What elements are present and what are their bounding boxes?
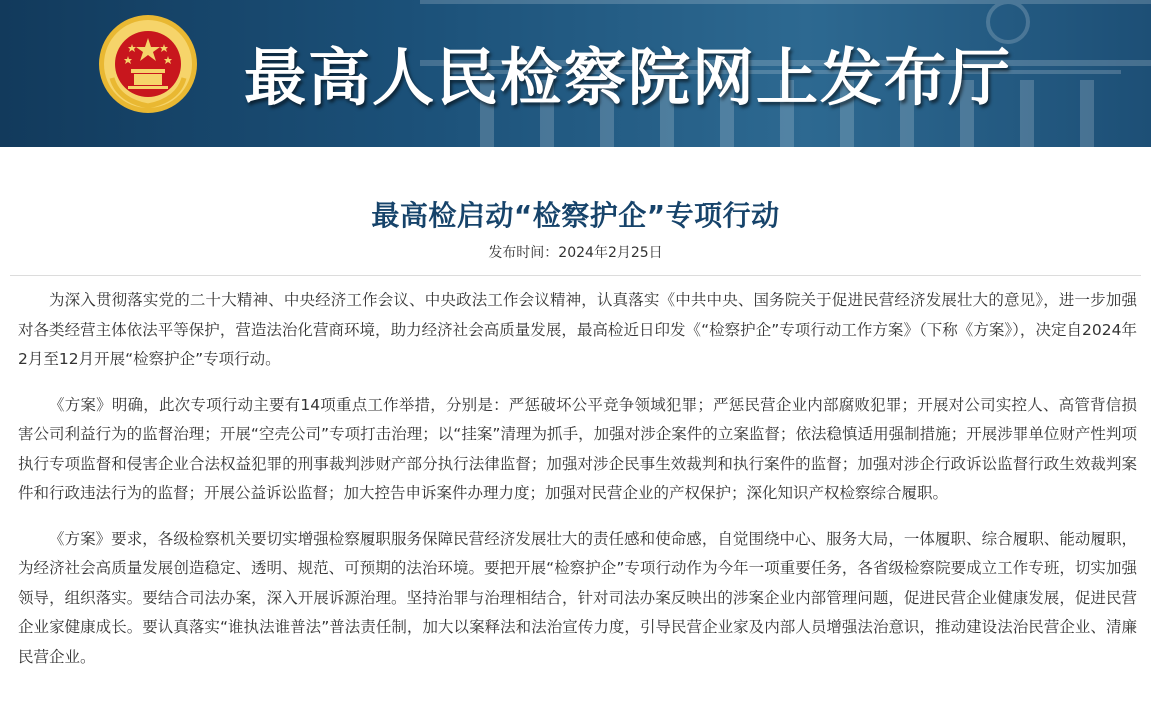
site-title: 最高人民检察院网上发布厅: [244, 41, 1013, 114]
article-container: [0, 197, 1151, 672]
article-paragraph-3: 《方案》要求，各级检察机关要切实增强检察履职服务保障民营经济发展壮大的责任感和使命感，自觉围绕中心、服务大局，一体履职、综合履职、能动履职，为经济社会高质量发展创造稳定、透明、规范、可预期的法治环境。要把开展“检察护企”专项行动作为今年一项重要任务，各省级检察院要成立工作专班，切实加强领导，组织落实。要结合司法办案，深入开展诉源治理。坚持治罪与治理相结合，针对司法办案反映出的涉案企业内部管理问题，促进民营企业健康发展，促进民营企业家健康成长。要认真落实“谁执法谁普法”普法责任制，加大以案释法和法治宣传力度，引导民营企业家及内部人员增强法治意识，推动建设法治民营企业、清廉民营企业。: [18, 529, 1137, 666]
site-header-banner: [0, 0, 1151, 147]
publish-date: 发布时间：2024年2月25日: [488, 245, 663, 261]
title-divider: [10, 275, 1141, 276]
article-title: 最高检启动“检察护企”专项行动: [371, 199, 780, 232]
procuratorate-emblem-icon: [98, 14, 198, 114]
article-paragraph-2: 《方案》明确，此次专项行动主要有14项重点工作举措，分别是：严惩破坏公平竞争领域犯罪；严惩民营企业内部腐败犯罪；开展对公司实控人、高管背信损害公司利益行为的监督治理；开展“空壳公司”专项打击治理；以“挂案”清理为抓手，加强对涉企案件的立案监督；依法稳慎适用强制措施；开展涉罪单位财产性判项执行专项监督和侵害企业合法权益犯罪的刑事裁判涉财产部分执行法律监督；加强对涉企民事生效裁判和执行案件的监督；加强对涉企行政诉讼监督行政生效裁判案件和行政违法行为的监督；开展公益诉讼监督；加大控告申诉案件办理力度；加强对民营企业的产权保护；深化知识产权检察综合履职。: [18, 395, 1137, 502]
article-paragraph-1: 为深入贯彻落实党的二十大精神、中央经济工作会议、中央政法工作会议精神，认真落实《中共中央、国务院关于促进民营经济发展壮大的意见》，进一步加强对各类经营主体依法平等保护，营造法治化营商环境，助力经济社会高质量发展，最高检近日印发《“检察护企”专项行动工作方案》（下称《方案》），决定自2024年2月至12月开展“检察护企”专项行动。: [18, 291, 1137, 368]
